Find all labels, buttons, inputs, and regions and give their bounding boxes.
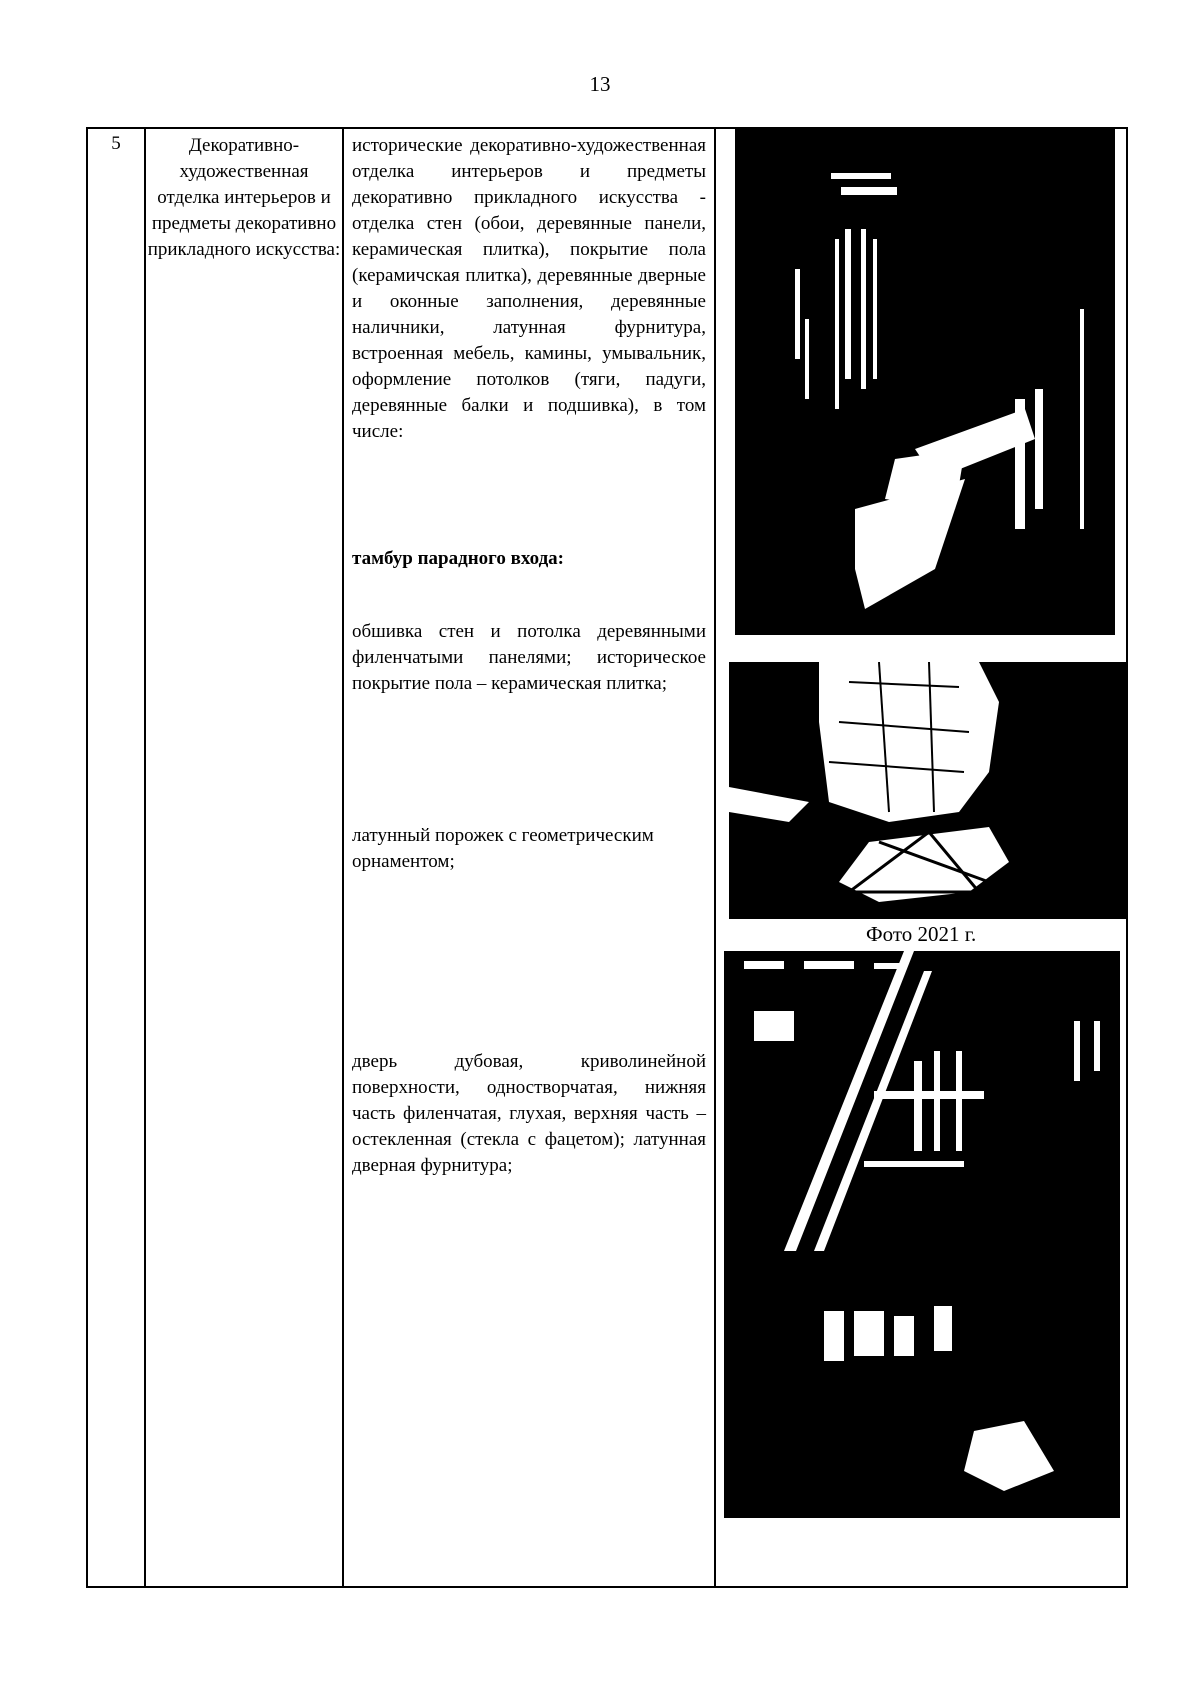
feature-description: исторические декоративно-художественная отделка интерьеров и предметы декоративно прикладного искусства - отделка стен (обои, деревянные панели, керамическая плитка), покрытие пола (керамичская плитка), деревянные дверные и оконные заполнения, деревянные наличники, латунная фурнитура, встроенная мебель, камины, умывальник, оформление потолков (тяги, падуги, деревянные балки и подшивка), в том числе: — [352, 135, 706, 442]
photo-caption: Фото 2021 г. — [866, 922, 977, 946]
floor-photo — [729, 662, 1127, 919]
door-photo — [724, 951, 1120, 1518]
description-item: латунный порожек с геометрическим орнаментом; — [352, 825, 654, 872]
column-divider — [144, 129, 146, 1586]
description-item: обшивка стен и потолка деревянными филенчатыми панелями; историческое покрытие пола – керамическая плитка; — [352, 621, 706, 694]
description-item: дверь дубовая, криволинейной поверхности, одностворчатая, нижняя часть филенчатая, глухая, верхняя часть – остекленная (стекла с фацетом); латунная дверная фурнитура; — [352, 1051, 706, 1176]
column-divider — [342, 129, 344, 1586]
column-divider — [714, 129, 716, 1586]
page-number: 13 — [589, 72, 611, 96]
interior-photo — [735, 129, 1115, 635]
feature-name: Декоративно-художественная отделка интерьеров и предметы декоративно прикладного искусства: — [147, 135, 341, 260]
subsection-heading: тамбур парадного входа: — [352, 548, 565, 569]
monument-features-table — [86, 127, 1128, 1588]
row-number: 5 — [111, 133, 121, 154]
